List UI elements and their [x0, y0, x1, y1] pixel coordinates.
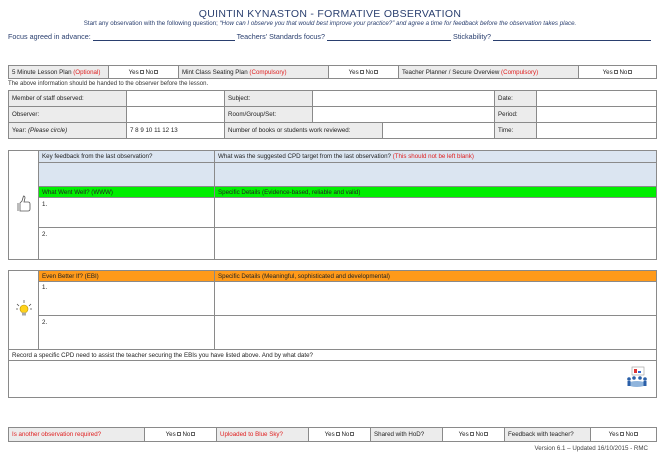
another-observation-label: Is another observation required? — [9, 428, 145, 442]
year-options[interactable]: 7 8 9 10 11 12 13 — [127, 123, 225, 139]
stickability-label: Stickability? — [453, 32, 491, 41]
ebi-details-1[interactable] — [215, 282, 657, 316]
cpd-target-input[interactable] — [215, 163, 657, 187]
staff-label: Member of staff observed: — [9, 91, 127, 107]
version-footer: Version 6.1 – Updated 16/10/2015 - RMC — [534, 445, 648, 452]
another-observation-yes-no[interactable]: Yes No — [145, 428, 217, 442]
subject-input[interactable] — [313, 91, 495, 107]
ebi-details-label: Specific Details (Meaningful, sophisticated and developmental) — [215, 271, 657, 282]
time-label: Time: — [495, 123, 537, 139]
year-label: Year: (Please circle) — [9, 123, 127, 139]
seating-plan-label: Mint Class Seating Plan (Compulsory) — [179, 66, 329, 79]
focus-label: Focus agreed in advance: — [8, 32, 91, 41]
time-input[interactable] — [537, 123, 657, 139]
bottom-table — [8, 427, 657, 442]
focus-input[interactable] — [93, 34, 235, 41]
form-title: QUINTIN KYNASTON - FORMATIVE OBSERVATION — [198, 8, 462, 20]
key-feedback-input[interactable] — [39, 163, 215, 187]
books-input[interactable] — [383, 123, 495, 139]
instruction-pre: Start any observation with the following question; — [83, 20, 220, 27]
ebi-details-2[interactable] — [215, 316, 657, 350]
standards-label: Teachers’ Standards focus? — [236, 32, 326, 41]
details-table — [8, 90, 657, 139]
www-table — [8, 150, 657, 260]
room-label: Room/Group/Set: — [225, 107, 313, 123]
handed-note: The above information should be handed to the observer before the lesson. — [8, 81, 209, 87]
www-details-2[interactable] — [215, 228, 657, 260]
www-item-2[interactable]: 2. — [39, 228, 215, 260]
ebi-table — [8, 270, 657, 398]
blue-sky-label: Uploaded to Blue Sky? — [217, 428, 309, 442]
thumbs-up-cell — [9, 151, 39, 260]
ebi-label: Even Better If? (EBI) — [39, 271, 215, 282]
plans-table — [8, 65, 657, 79]
planner-label: Teacher Planner / Secure Overview (Compulsory) — [399, 66, 579, 79]
observer-input[interactable] — [127, 107, 225, 123]
key-feedback-label: Key feedback from the last observation? — [39, 151, 215, 163]
staff-input[interactable] — [127, 91, 225, 107]
period-label: Period: — [495, 107, 537, 123]
instruction-quote: “How can I observe you that would best improve your practice?” — [219, 20, 395, 27]
lightbulb-icon — [15, 299, 33, 319]
observer-label: Observer: — [9, 107, 127, 123]
instruction-line — [0, 20, 660, 27]
date-label: Date: — [495, 91, 537, 107]
focus-line — [8, 32, 656, 41]
cpd-need-label: Record a specific CPD need to assist the teacher securing the EBIs you have listed above. And by what date? — [9, 350, 657, 361]
ebi-item-2[interactable]: 2. — [39, 316, 215, 350]
ebi-item-1[interactable]: 1. — [39, 282, 215, 316]
www-label: What Went Well? (WWW) — [39, 187, 215, 198]
hod-label: Shared with HoD? — [371, 428, 443, 442]
lesson-plan-label: 5 Minute Lesson Plan (Optional) — [9, 66, 109, 79]
feedback-label: Feedback with teacher? — [505, 428, 591, 442]
thumbs-up-icon — [16, 195, 32, 213]
www-details-label: Specific Details (Evidence-based, reliable and valid) — [215, 187, 657, 198]
date-input[interactable] — [537, 91, 657, 107]
feedback-yes-no[interactable]: Yes No — [591, 428, 657, 442]
www-details-1[interactable] — [215, 198, 657, 228]
subject-label: Subject: — [225, 91, 313, 107]
lesson-plan-yes-no[interactable]: Yes No — [109, 66, 179, 79]
planner-yes-no[interactable]: Yes No — [579, 66, 657, 79]
standards-input[interactable] — [327, 34, 451, 41]
room-input[interactable] — [313, 107, 495, 123]
www-item-1[interactable]: 1. — [39, 198, 215, 228]
books-label: Number of books or students work reviewed: — [225, 123, 383, 139]
cpd-need-input[interactable] — [9, 361, 657, 398]
lightbulb-cell — [9, 271, 39, 350]
instruction-post: and agree a time for feedback before the observation takes place. — [394, 20, 577, 27]
people-meeting-icon — [624, 366, 650, 390]
seating-plan-yes-no[interactable]: Yes No — [329, 66, 399, 79]
cpd-target-label: What was the suggested CPD target from the last observation? (This should not be left blank) — [215, 151, 657, 163]
hod-yes-no[interactable]: Yes No — [443, 428, 505, 442]
stickability-input[interactable] — [493, 34, 651, 41]
period-input[interactable] — [537, 107, 657, 123]
blue-sky-yes-no[interactable]: Yes No — [309, 428, 371, 442]
